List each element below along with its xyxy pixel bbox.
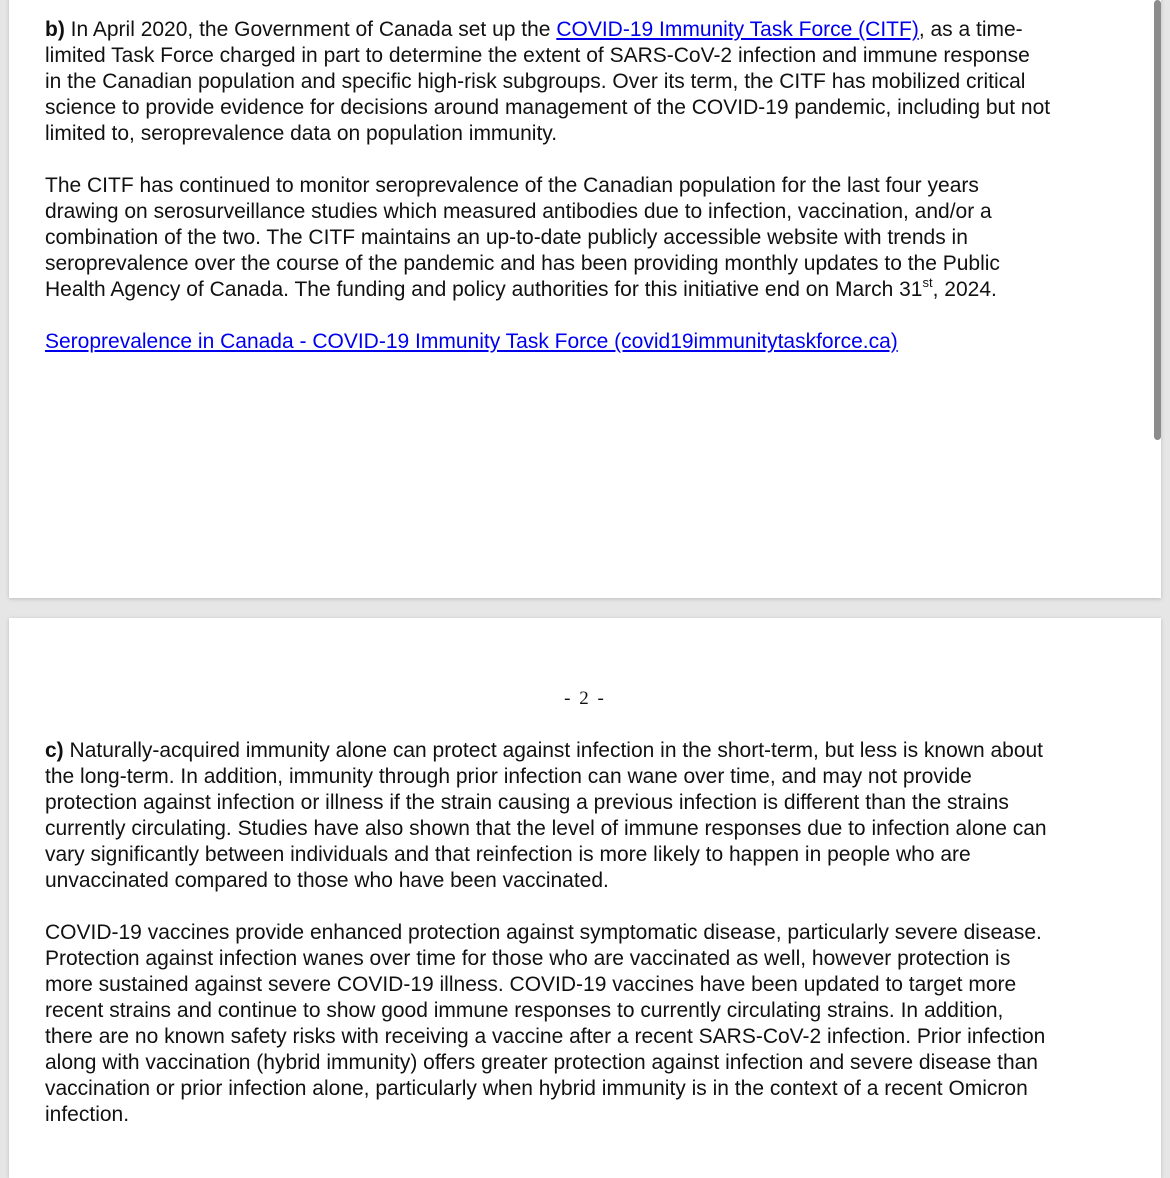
text-segment: , 2024. bbox=[932, 278, 997, 301]
text-segment: limited to, seroprevalence data on population immunity. bbox=[45, 122, 558, 145]
text-segment: more sustained against severe COVID-19 illness. COVID-19 vaccines have been updated to target more bbox=[45, 973, 1017, 996]
paragraph bbox=[45, 17, 1050, 147]
page-1-body bbox=[45, 17, 1050, 355]
text-segment: Protection against infection wanes over time for those who are vaccinated as well, however protection is bbox=[45, 947, 1011, 970]
text-segment: the long-term. In addition, immunity through prior infection can wane over time, and may not provide bbox=[45, 765, 972, 788]
text-line bbox=[45, 764, 1047, 790]
text-segment: , as a time- bbox=[918, 18, 1023, 41]
text-segment: protection against infection or illness if the strain causing a previous infection is different than the strains bbox=[45, 791, 1009, 814]
text-line bbox=[45, 225, 1050, 251]
text-segment: In April 2020, the Government of Canada set up the bbox=[64, 18, 557, 41]
text-line bbox=[45, 1050, 1047, 1076]
text-segment: Naturally-acquired immunity alone can protect against infection in the short-term, but less is known about bbox=[63, 739, 1044, 762]
text-segment: recent strains and continue to show good immune responses to currently circulating strains. In addition, bbox=[45, 999, 1004, 1022]
text-line bbox=[45, 1076, 1047, 1102]
text-segment: combination of the two. The CITF maintains an up-to-date publicly accessible website with trends in bbox=[45, 226, 968, 249]
text-line bbox=[45, 43, 1050, 69]
text-segment: COVID-19 vaccines provide enhanced protection against symptomatic disease, particularly severe disease. bbox=[45, 921, 1042, 944]
text-line bbox=[45, 1024, 1047, 1050]
document-page-1 bbox=[9, 0, 1161, 598]
text-segment: unvaccinated compared to those who have been vaccinated. bbox=[45, 869, 609, 892]
text-line bbox=[45, 738, 1047, 764]
paragraph bbox=[45, 738, 1047, 894]
text-segment: there are no known safety risks with receiving a vaccine after a recent SARS-CoV-2 infection. Prior infection bbox=[45, 1025, 1046, 1048]
text-line bbox=[45, 329, 1050, 355]
text-segment: currently circulating. Studies have also shown that the level of immune responses due to infection alone can bbox=[45, 817, 1047, 840]
text-line bbox=[45, 790, 1047, 816]
text-segment: limited Task Force charged in part to determine the extent of SARS-CoV-2 infection and immune response bbox=[45, 44, 1030, 67]
text-segment: vary significantly between individuals and that reinfection is more likely to happen in people who are bbox=[45, 843, 971, 866]
item-label: b) bbox=[45, 18, 65, 41]
text-line bbox=[45, 946, 1047, 972]
text-segment: seroprevalence over the course of the pandemic and has been providing monthly updates to the Public bbox=[45, 252, 1000, 275]
text-segment: The CITF has continued to monitor seroprevalence of the Canadian population for the last four years bbox=[45, 174, 979, 197]
text-line bbox=[45, 816, 1047, 842]
text-line bbox=[45, 920, 1047, 946]
text-line bbox=[45, 868, 1047, 894]
text-segment: Health Agency of Canada. The funding and policy authorities for this initiative end on March 31 bbox=[45, 278, 923, 301]
paragraph-spacer bbox=[45, 303, 1050, 329]
text-line bbox=[45, 17, 1050, 43]
vertical-scrollbar[interactable] bbox=[1154, 0, 1161, 440]
text-line bbox=[45, 972, 1047, 998]
text-line bbox=[45, 277, 1050, 303]
text-segment: drawing on serosurveillance studies which measured antibodies due to infection, vaccination, and/or a bbox=[45, 200, 992, 223]
text-segment: vaccination or prior infection alone, particularly when hybrid immunity is in the context of a recent Omicron bbox=[45, 1077, 1028, 1100]
text-segment: science to provide evidence for decisions around management of the COVID-19 pandemic, including but not bbox=[45, 96, 1051, 119]
paragraph-spacer bbox=[45, 147, 1050, 173]
text-line bbox=[45, 842, 1047, 868]
text-line bbox=[45, 95, 1050, 121]
text-segment: infection. bbox=[45, 1103, 130, 1126]
document-page-2 bbox=[9, 618, 1161, 1178]
superscript: st bbox=[922, 275, 933, 290]
text-line bbox=[45, 173, 1050, 199]
paragraph bbox=[45, 329, 1050, 355]
paragraph bbox=[45, 920, 1047, 1128]
page-number: - 2 - bbox=[564, 688, 606, 709]
text-line bbox=[45, 199, 1050, 225]
page-2-body bbox=[45, 738, 1047, 1128]
item-label: c) bbox=[45, 739, 64, 762]
text-line bbox=[45, 251, 1050, 277]
hyperlink[interactable]: Seroprevalence in Canada - COVID-19 Immunity Task Force (covid19immunitytaskforce.ca) bbox=[45, 330, 898, 353]
text-segment: along with vaccination (hybrid immunity) offers greater protection against infection and severe disease than bbox=[45, 1051, 1038, 1074]
text-line bbox=[45, 69, 1050, 95]
text-line bbox=[45, 1102, 1047, 1128]
text-line bbox=[45, 121, 1050, 147]
hyperlink[interactable]: COVID-19 Immunity Task Force (CITF) bbox=[556, 18, 919, 41]
text-segment: in the Canadian population and specific high-risk subgroups. Over its term, the CITF has mobilized critical bbox=[45, 70, 1026, 93]
text-line bbox=[45, 998, 1047, 1024]
paragraph bbox=[45, 173, 1050, 303]
paragraph-spacer bbox=[45, 894, 1047, 920]
